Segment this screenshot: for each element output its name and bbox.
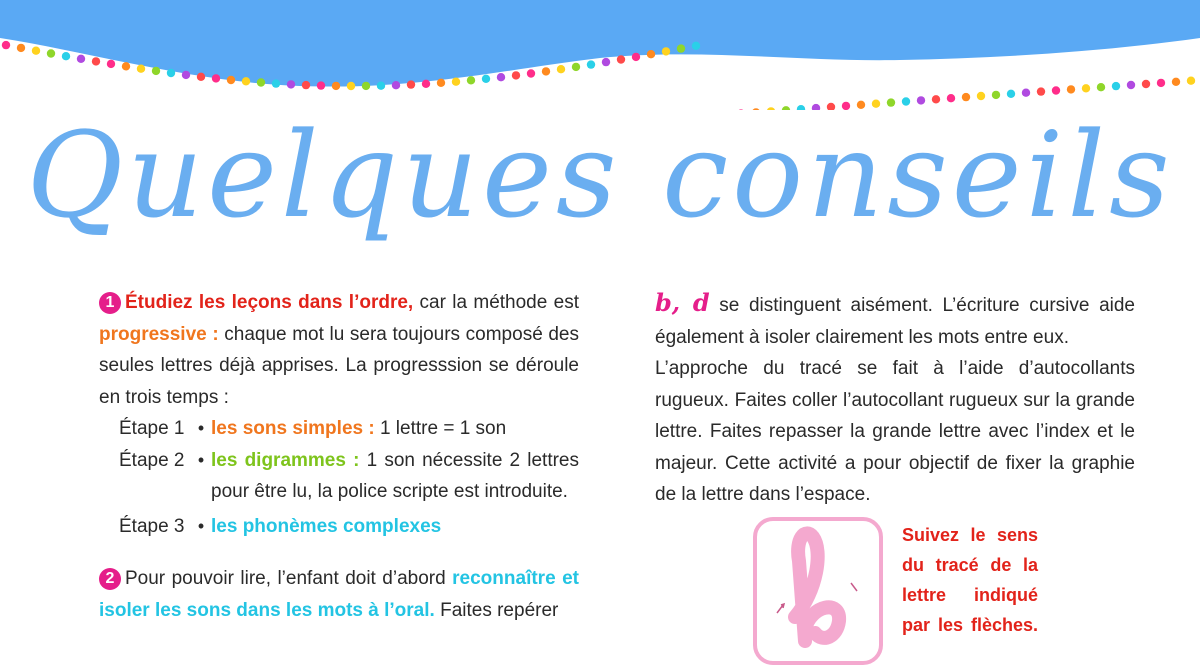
confetti-dot — [347, 82, 355, 90]
confetti-dot — [47, 49, 55, 57]
confetti-dot — [332, 82, 340, 90]
left-column — [99, 287, 579, 626]
confetti-dot — [317, 81, 325, 89]
lead-phrase: Étudiez les leçons dans l’ordre, — [125, 292, 414, 313]
confetti-dot — [17, 44, 25, 52]
number-badge-1: 1 — [99, 292, 121, 314]
confetti-dot — [437, 79, 445, 87]
confetti-dot — [407, 80, 415, 88]
bullet-icon: • — [197, 515, 205, 536]
confetti-dot — [272, 79, 280, 87]
confetti-dot — [77, 55, 85, 63]
header-wave-banner — [0, 0, 1200, 110]
cursive-b-tracing-icon — [757, 521, 879, 661]
confetti-dot — [167, 69, 175, 77]
step-keyword: les sons simples : — [211, 418, 375, 439]
confetti-dot — [1037, 87, 1045, 95]
step-text: 1 lettre = 1 son — [374, 418, 507, 439]
step-keyword: les digrammes : — [211, 449, 360, 471]
confetti-dot — [392, 81, 400, 89]
confetti-dot — [587, 60, 595, 68]
confetti-dot — [422, 80, 430, 88]
confetti-dot — [1097, 83, 1105, 91]
confetti-dot — [227, 76, 235, 84]
confetti-dot — [662, 47, 670, 55]
confetti-dot — [1082, 84, 1090, 92]
confetti-dot — [557, 65, 565, 73]
confetti-dot — [182, 71, 190, 79]
confetti-dot — [362, 82, 370, 90]
confetti-dot — [677, 44, 685, 52]
confetti-dot — [2, 41, 10, 49]
confetti-dot — [617, 55, 625, 63]
confetti-dot — [482, 75, 490, 83]
confetti-dot — [1067, 85, 1075, 93]
step-item — [119, 413, 579, 445]
confetti-dot — [497, 73, 505, 81]
cursive-paragraph — [655, 287, 1135, 353]
step-body — [211, 445, 579, 508]
confetti-dot — [302, 81, 310, 89]
confetti-dot — [1112, 82, 1120, 90]
letter-tracing-card — [753, 517, 883, 665]
confetti-dot — [32, 47, 40, 55]
text-segment: chaque mot lu sera toujours composé des seules lettres déjà apprises. La progresssion se déroule en trois temps : — [99, 323, 579, 408]
confetti-dot — [1052, 86, 1060, 94]
number-badge-2: 2 — [99, 568, 121, 590]
step-item — [119, 511, 579, 543]
text-segment: car la méthode est — [413, 292, 579, 313]
cursive-letters: b, d — [655, 288, 710, 317]
step-label: Étape 2 — [119, 449, 185, 471]
confetti-dot — [107, 60, 115, 68]
confetti-dot — [1187, 77, 1195, 85]
confetti-dot — [1142, 80, 1150, 88]
bullet-icon: • — [197, 449, 205, 470]
page-title: Quelques conseils — [26, 106, 1174, 244]
tip-paragraph-1 — [99, 287, 579, 413]
step-item — [119, 445, 579, 508]
text-segment: Pour pouvoir lire, l’enfant doit d’abord — [125, 568, 453, 589]
step-body — [211, 413, 579, 445]
confetti-dot — [1007, 90, 1015, 98]
confetti-dot — [572, 63, 580, 71]
text-segment: se distinguent aisément. L’écriture cursive aide également à isoler clairement les mots entre eux. — [655, 295, 1135, 348]
text-segment: Faites repérer — [434, 599, 559, 621]
confetti-dot — [1157, 79, 1165, 87]
confetti-dot — [992, 91, 1000, 99]
confetti-dot — [512, 71, 520, 79]
confetti-dot — [1127, 81, 1135, 89]
confetti-dot — [602, 58, 610, 66]
confetti-dot — [257, 78, 265, 86]
confetti-dot — [137, 65, 145, 73]
confetti-dot — [377, 82, 385, 90]
confetti-dot — [92, 57, 100, 65]
right-column — [655, 287, 1135, 511]
confetti-dot — [647, 50, 655, 58]
confetti-dot — [1022, 89, 1030, 97]
confetti-dot — [287, 80, 295, 88]
step-body — [211, 511, 579, 543]
confetti-dot — [197, 73, 205, 81]
tip-paragraph-2 — [99, 563, 579, 626]
confetti-dot — [692, 42, 700, 50]
confetti-dot — [152, 67, 160, 75]
tracing-paragraph: L’approche du tracé se fait à l’aide d’autocollants rugueux. Faites coller l’autocollant rugueux sur la grande lettre. Faites repasser la grande lettre avec l’index et le majeur. Cette activité a pour objectif de fixer la graphie de la lettre dans l’espace. — [655, 358, 1135, 505]
confetti-dot — [542, 67, 550, 75]
confetti-dot — [977, 92, 985, 100]
confetti-dot — [62, 52, 70, 60]
confetti-dot — [632, 53, 640, 61]
confetti-dot — [242, 77, 250, 85]
confetti-dot — [1172, 78, 1180, 86]
confetti-dot — [122, 62, 130, 70]
tracing-tip-text: Suivez le sens du tracé de la lettre indiqué par les flèches. — [902, 525, 1038, 635]
step-label: Étape 3 — [119, 515, 185, 537]
keyword-reconnaitre: reconnaître et isoler les sons dans les mots à l’oral. — [99, 568, 579, 621]
step-text: 1 son nécessite 2 lettres pour être lu, la police scripte est introduite. — [211, 449, 580, 502]
confetti-dot — [452, 78, 460, 86]
header-wave — [0, 0, 1200, 87]
bullet-icon: • — [197, 418, 205, 438]
step-label: Étape 1 — [119, 418, 185, 439]
keyword-progressive: progressive : — [99, 323, 219, 345]
confetti-dot — [212, 74, 220, 82]
steps-list — [119, 413, 579, 542]
step-keyword: les phonèmes complexes — [211, 515, 442, 537]
confetti-dot — [527, 69, 535, 77]
confetti-dot — [467, 76, 475, 84]
